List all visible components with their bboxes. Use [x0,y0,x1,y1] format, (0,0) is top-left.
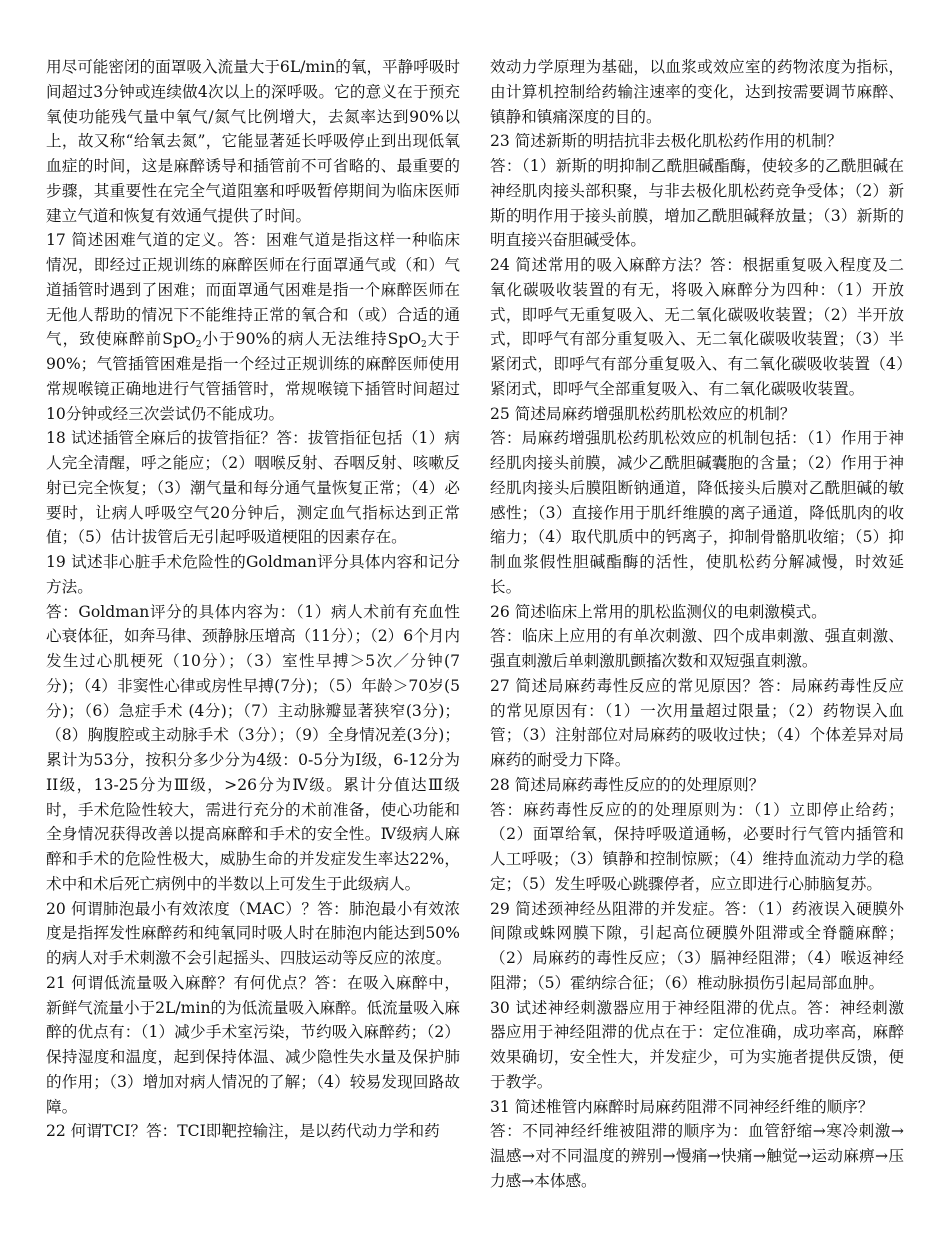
paragraph-q26-question: 26 简述临床上常用的肌松监测仪的电刺激模式。 [490,602,827,621]
paragraph-preoxygenation: 用尽可能密闭的面罩吸入流量大于6L/min的氧，平静呼吸时间超过3分钟或连续做4次以上的深呼吸。它的意义在于预充氧使功能残气量中氧气/氮气比例增大，去氮率达到90%以上，故又称“给氧去氮”，它能显著延长呼吸停止到出现低氧血症的时间，这是麻醉诱导和插管前不可省略的、最重要的步骤，其重要性在完全气道阻塞和呼吸暂停期间为临床医师建立气道和恢复有效通气提供了时间。 [46,58,460,225]
q17-text-part-1: 17 简述困难气道的定义。答：困难气道是指这样一种临床情况，即经过正规训练的麻醉医师在行面罩通气或（和）气道插管时遇到了困难；而面罩通气困难是指一个麻醉医师在无他人帮助的情况下不能维持正常的氧合和（或）合适的通气，致使麻醉前SpO [46,231,460,349]
right-column [490,55,904,1224]
paragraph-q19-answer: 答：Goldman评分的具体内容为：（1）病人术前有充血性心衰体征，如奔马律、颈静脉压增高（11分）；（2）6个月内发生过心肌梗死（10分）；（3）室性早搏＞5次／分钟(7分)；（4）非窦性心律或房性早搏(7分)；（5）年龄＞70岁(5分)；（6）急症手术 (4分)；（7）主动脉瓣显著狭窄(3分)；（8）胸腹腔或主动脉手术（3分）；（9）全身情况差(3分)；累计为53分，按积分多少分为4级：0-5分为I级，6-12分为II级，13-25分为Ⅲ级，>26分为Ⅳ级。累计分值达Ⅲ级时，手术危险性较大，需进行充分的术前准备，使心功能和全身情况获得改善以提高麻醉和手术的安全性。Ⅳ级病人麻醉和手术的危险性极大，威胁生命的并发症发生率达22%，术中和术后死亡病例中的半数以上可发生于此级病人。 [46,602,460,893]
paragraph-q25-answer: 答：局麻药增强肌松药肌松效应的机制包括：（1）作用于神经肌肉接头前膜，减少乙酰胆碱囊胞的含量；（2）作用于神经肌肉接头后膜阻断钠通道，降低接头后膜对乙酰胆碱的敏感性；（3）直接作用于肌纤维膜的离子通道，降低肌肉的收缩力；（4）取代肌质中的钙离子，抑制骨骼肌收缩；（5）抑制血浆假性胆碱酯酶的活性，使肌松药分解减慢，时效延长。 [490,429,904,596]
subscript-2: 2 [195,340,202,351]
paragraph-q21-low-flow: 21 何谓低流量吸入麻醉？有何优点？答：在吸入麻醉中，新鲜气流量小于2L/min的为低流量吸入麻醉。低流量吸入麻醉的优点有：（1）减少手术室污染，节约吸入麻醉药；（2）保持湿度和温度，起到保持体温、减少隐性失水量及保护肺的作用；（3）增加对病人情况的了解；（4）较易发现回路故障。 [46,973,460,1116]
paragraph-q20-mac: 20 何谓肺泡最小有效浓度（MAC）？答：肺泡最小有效浓度是指挥发性麻醉药和纯氧同时吸人时在肺泡内能达到50%的病人对手术刺激不会引起摇头、四肢运动等反应的浓度。 [46,899,460,967]
paragraph-q28-answer: 答：麻药毒性反应的的处理原则为：（1）立即停止给药；（2）面罩给氧，保持呼吸道通畅，必要时行气管内插管和人工呼吸；（3）镇静和控制惊厥；（4）维持血流动力学的稳定；（5）发生呼吸心跳骤停者，应立即进行心肺脑复苏。 [490,800,904,893]
paragraph-q24-inhalation-methods: 24 简述常用的吸入麻醉方法？答：根据重复吸入程度及二氧化碳吸收装置的有无，将吸入麻醉分为四种：（1）开放式，即呼气无重复吸入、无二氧化碳吸收装置；（2）半开放式，即呼气有部分重复吸入、无二氧化碳吸收装置；（3）半紧闭式，即呼气有部分重复吸入、有二氧化碳吸收装置（4）紧闭式，即呼气全部重复吸入、有二氧化碳吸收装置。 [490,256,904,398]
paragraph-q23-answer: 答：（1）新斯的明抑制乙酰胆碱酯酶，使较多的乙酰胆碱在神经肌肉接头部积聚，与非去极化肌松药竞争受体；（2）新斯的明作用于接头前膜，增加乙酰胆碱释放量；（3）新斯的明直接兴奋胆碱受体。 [490,157,904,250]
paragraph-q25-question: 25 简述局麻药增强肌松药肌松效应的机制？ [490,404,796,423]
paragraph-q30-nerve-stimulator: 30 试述神经刺激器应用于神经阻滞的优点。答：神经刺激器应用于神经阻滞的优点在于：定位准确，成功率高，麻醉效果确切，安全性大，并发症少，可为实施者提供反馈，便于教学。 [490,998,904,1091]
left-column [46,55,460,1224]
paragraph-q31-question: 31 简述椎管内麻醉时局麻药阻滞不同神经纤维的顺序？ [490,1097,874,1116]
paragraph-q27-toxicity-causes: 27 简述局麻药毒性反应的常见原因？答：局麻药毒性反应的常见原因有：（1）一次用量超过限量；（2）药物误入血管；（3）注射部位对局麻药的吸收过快；（4）个体差异对局麻药的耐受力下降。 [490,676,904,769]
paragraph-q31-answer: 答：不同神经纤维被阻滞的顺序为：血管舒缩→寒冷刺激→温感→对不同温度的辨别→慢痛→快痛→触觉→运动麻痹→压力感→本体感。 [490,1122,904,1190]
paragraph-q29-cervical-plexus: 29 简述颈神经丛阻滞的并发症。答：（1）药液误入硬膜外间隙或蛛网膜下隙，引起高位硬膜外阻滞或全脊髓麻醉；（2）局麻药的毒性反应；（3）膈神经阻滞；（4）喉返神经阻滞；（5）霍纳综合征；（6）椎动脉损伤引起局部血肿。 [490,899,904,992]
paragraph-q18-extubation: 18 试述插管全麻后的拔管指征？答：拔管指征包括（1）病人完全清醒，呼之能应；（2）咽喉反射、吞咽反射、咳嗽反射已完全恢复；（3）潮气量和每分通气量恢复正常；（4）必要时，让病人呼吸空气20分钟后，测定血气指标达到正常值；（5）估计拔管后无引起呼吸道梗阻的因素存在。 [46,429,460,547]
paragraph-q19-question: 19 试述非心脏手术危险性的Goldman评分具体内容和记分方法。 [46,553,460,596]
q17-text-part-2: 小于90%的病人无法维持SpO [201,330,422,349]
paragraph-q17-difficult-airway [46,228,460,426]
paragraph-q22-tci-continued: 效动力学原理为基础，以血浆或效应室的药物浓度为指标，由计算机控制给药输注速率的变化，达到按需要调节麻醉、镇静和镇痛深度的目的。 [490,58,904,126]
subscript-2: 2 [421,340,427,351]
paragraph-q26-answer: 答：临床上应用的有单次刺激、四个成串刺激、强直刺激、强直刺激后单刺激肌颤搐次数和双短强直刺激。 [490,627,904,670]
paragraph-q22-tci-start: 22 何谓TCI？答：TCI即靶控输注，是以药代动力学和药 [46,1122,440,1141]
q17-text-part-3: 大于90%；气管插管困难是指一个经过正规训练的麻醉医师使用常规喉镜正确地进行气管插管时，常规喉镜下插管时间超过10分钟或经三次尝试仍不能成功。 [46,330,460,423]
paragraph-q28-question: 28 简述局麻药毒性反应的的处理原则？ [490,775,765,794]
paragraph-q23-question: 23 简述新斯的明拮抗非去极化肌松药作用的机制？ [490,132,843,151]
